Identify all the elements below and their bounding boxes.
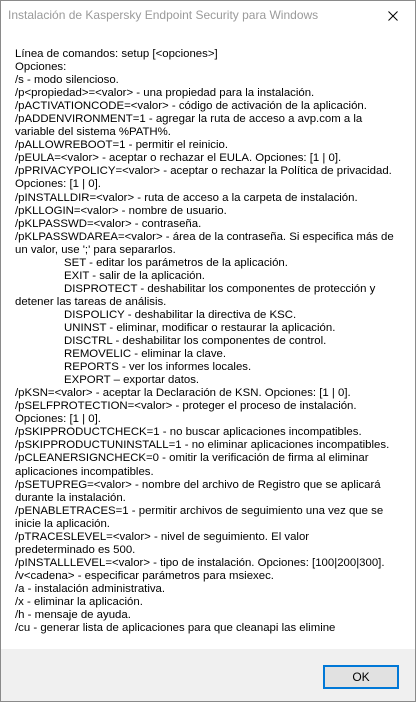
message-line: /pKLPASSWD=<valor> - contraseña. xyxy=(15,217,202,230)
message-line: detener las tareas de análisis. xyxy=(15,295,167,308)
message-line: predeterminado es 500. xyxy=(15,543,136,556)
message-line: /x - eliminar la aplicación. xyxy=(15,595,143,608)
message-line: /cu - generar lista de aplicaciones para que cleanapi las elimine xyxy=(15,622,336,635)
message-line: /s - modo silencioso. xyxy=(15,74,119,87)
message-line: durante la instalación. xyxy=(15,491,126,504)
ok-button[interactable]: OK xyxy=(323,665,399,689)
message-line: EXIT - salir de la aplicación. xyxy=(64,269,205,282)
message-line: /pKSN=<valor> - aceptar la Declaración de KSN. Opciones: [1 | 0]. xyxy=(15,387,351,400)
message-line: /pSKIPPRODUCTUNINSTALL=1 - no eliminar aplicaciones incompatibles. xyxy=(15,439,390,452)
message-line: /pSELFPROTECTION=<valor> - proteger el proceso de instalación. xyxy=(15,400,357,413)
message-line: /p<propiedad>=<valor> - una propiedad para la instalación. xyxy=(15,87,315,100)
message-line: /pACTIVATIONCODE=<valor> - código de activación de la aplicación. xyxy=(15,100,367,113)
message-line: Opciones: [1 | 0]. xyxy=(15,413,101,426)
message-line: Opciones: xyxy=(15,61,67,74)
message-line: REPORTS - ver los informes locales. xyxy=(64,361,252,374)
message-line: /v<cadena> - especificar parámetros para msiexec. xyxy=(15,569,274,582)
message-line: /pPRIVACYPOLICY=<valor> - aceptar o rechazar la Política de privacidad. xyxy=(15,165,392,178)
message-line: Línea de comandos: setup [<opciones>] xyxy=(15,48,218,60)
message-line: inicie la aplicación. xyxy=(15,517,110,530)
message-line: /pENABLETRACES=1 - permitir archivos de seguimiento una vez que se xyxy=(15,504,384,517)
message-line: /pKLPASSWDAREA=<valor> - área de la contraseña. Si especifica más de xyxy=(15,230,394,243)
message-line: /pKLLOGIN=<valor> - nombre de usuario. xyxy=(15,204,227,217)
message-line: /pINSTALLLEVEL=<valor> - tipo de instalación. Opciones: [100|200|300]. xyxy=(15,556,385,569)
message-area xyxy=(1,31,415,649)
message-line: UNINST - eliminar, modificar o restaurar la aplicación. xyxy=(64,321,336,334)
message-line: variable del sistema %PATH%. xyxy=(15,126,171,139)
message-line: Opciones: [1 | 0]. xyxy=(15,178,101,191)
close-icon xyxy=(388,11,398,21)
message-line: /pCLEANERSIGNCHECK=0 - omitir la verificación de firma al eliminar xyxy=(15,452,369,465)
message-line: /pSKIPPRODUCTCHECK=1 - no buscar aplicaciones incompatibles. xyxy=(15,426,362,439)
message-line: REMOVELIC - eliminar la clave. xyxy=(64,348,227,361)
message-line: /pEULA=<valor> - aceptar o rechazar el EULA. Opciones: [1 | 0]. xyxy=(15,152,342,165)
button-bar xyxy=(1,649,415,701)
message-line: SET - editar los parámetros de la aplicación. xyxy=(64,256,288,269)
message-line: /pSETUPREG=<valor> - nombre del archivo de Registro que se aplicará xyxy=(15,478,381,491)
help-message xyxy=(15,48,395,635)
message-line: /pINSTALLDIR=<valor> - ruta de acceso a la carpeta de instalación. xyxy=(15,191,358,204)
message-line: /pADDENVIRONMENT=1 - agregar la ruta de acceso a avp.com a la xyxy=(15,113,363,126)
message-line: /pTRACESLEVEL=<valor> - nivel de seguimiento. El valor xyxy=(15,530,310,543)
message-line: aplicaciones incompatibles. xyxy=(15,465,154,478)
window-title: Instalación de Kaspersky Endpoint Security para Windows xyxy=(8,8,319,22)
message-line: /a - instalación administrativa. xyxy=(15,582,166,595)
close-button[interactable] xyxy=(371,1,415,31)
message-line: /pALLOWREBOOT=1 - permitir el reinicio. xyxy=(15,139,229,152)
message-line: DISPOLICY - deshabilitar la directiva de KSC. xyxy=(64,308,297,321)
message-line: DISPROTECT - deshabilitar los componentes de protección y xyxy=(64,282,376,295)
title-bar[interactable] xyxy=(1,1,415,31)
message-line: EXPORT – exportar datos. xyxy=(64,374,200,387)
message-line: un valor, use ';' para separarlos. xyxy=(15,243,176,256)
message-line: DISCTRL - deshabilitar los componentes de control. xyxy=(64,335,327,348)
message-line: /h - mensaje de ayuda. xyxy=(15,609,131,622)
